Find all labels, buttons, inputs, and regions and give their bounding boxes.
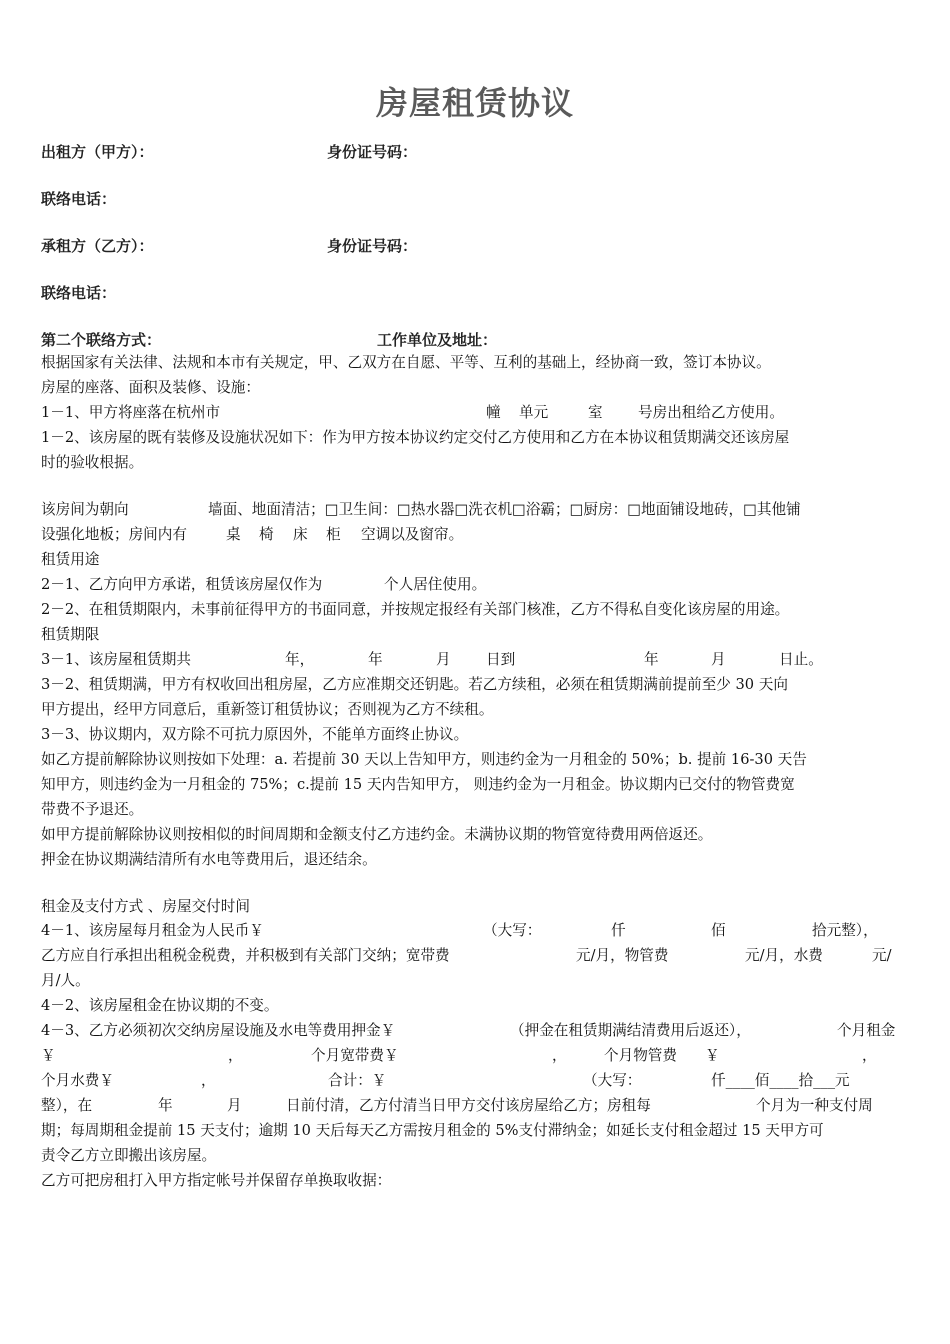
room-desc-desk: 桌: [226, 526, 241, 543]
clause-4-3-capital: （大写：: [583, 1072, 642, 1089]
clause-1-2-cont: 时的验收根据。: [41, 454, 144, 471]
clause-4-1: 4－1、该房屋每月租金为人民币￥: [41, 922, 264, 939]
clause-3-2-cont: 甲方提出，经甲方同意后，重新签订租赁协议；否则视为乙方不续租。: [41, 701, 494, 718]
clause-4-1-hundred: 佰: [711, 922, 726, 939]
clause-3-1-end-month: 月: [711, 651, 726, 668]
clause-4-3-eviction: 责令乙方立即搬出该房屋。: [41, 1147, 217, 1164]
clause-4-3-total: 合计：￥: [328, 1072, 387, 1089]
room-desc-1-cont: 墙面、地面清洁；□卫生间：□热水器□洗衣机□浴霸；□厨房：□地面铺设地砖，□其他铺: [208, 501, 801, 518]
document-title: 房屋租赁协议: [375, 84, 574, 122]
clause-4-1-thousand: 仟: [611, 922, 626, 939]
clause-4-3-broadband: 个月宽带费￥: [311, 1047, 399, 1064]
clause-4-3-late-fee: 期；每周期租金提前 15 天支付；逾期 10 天后每天乙方需按月租金的 5%支付滞纳金；如延长支付租金超过 15 天甲方可: [41, 1122, 824, 1139]
clause-4-3-note: （押金在租赁期满结清费用后返还），: [510, 1022, 751, 1039]
room-desc-bed: 床: [293, 526, 308, 543]
clause-1-2: 1－2、该房屋的既有装修及设施状况如下：作为甲方按本协议约定交付乙方使用和乙方在本协议租赁期满交还该房屋: [41, 429, 790, 446]
section-heading-rent: 租金及支付方式 、房屋交付时间: [41, 898, 250, 915]
intro-text: 根据国家有关法律、法规和本市有关规定，甲、乙双方在自愿、平等、互利的基础上，经协商一致，签订本协议。: [41, 354, 771, 371]
clause-1-1-room: 室: [588, 404, 603, 421]
clause-4-3-due-year: 年: [158, 1097, 173, 1114]
clause-4-3-water: 个月水费￥: [41, 1072, 114, 1089]
lessee-label: 承租方（乙方）：: [41, 237, 154, 255]
lessor-phone-label: 联络电话：: [41, 190, 117, 208]
room-desc-2: 设强化地板；房间内有: [41, 526, 187, 543]
clause-2-2: 2－2、在租赁期限内，未事前征得甲方的书面同意，并按规定报经有关部门核准，乙方不得私自变化该房屋的用途。: [41, 601, 790, 618]
clause-1-1-building: 幢: [486, 404, 501, 421]
clause-3-1-years: 年，: [285, 651, 315, 668]
section-heading-term: 租赁期限: [41, 626, 100, 643]
early-termination-1: 如乙方提前解除协议则按如下处理：a. 若提前 30 天以上告知甲方，则违约金为一月租金的 50%；b. 提前 16-30 天告: [41, 751, 807, 768]
clause-4-3-cycle: 个月为一种支付周: [756, 1097, 873, 1114]
room-desc-tail: 空调以及窗帘。: [361, 526, 464, 543]
clause-4-4: 乙方可把房租打入甲方指定帐号并保留存单换取收据：: [41, 1172, 392, 1189]
clause-3-1-start-day: 日到: [486, 651, 516, 668]
clause-4-3-comma-2: ，: [552, 1047, 567, 1064]
clause-4-3-due: 整），在: [41, 1097, 93, 1114]
clause-4-1-capital: （大写：: [483, 922, 542, 939]
clause-4-2: 4－2、该房屋租金在协议期的不变。: [41, 997, 279, 1014]
section-heading-use: 租赁用途: [41, 551, 100, 568]
clause-4-3-rent-months: 个月租金: [837, 1022, 896, 1039]
clause-4-1-unit: 元/: [872, 947, 892, 964]
second-contact-label: 第二个联络方式：: [41, 331, 162, 349]
lessee-phone-label: 联络电话：: [41, 284, 117, 302]
clause-4-1-fees: 乙方应自行承担出租税金税费，并积极到有关部门交纳；宽带费: [41, 947, 450, 964]
work-unit-label: 工作单位及地址：: [377, 331, 498, 349]
clause-1-1-tail: 号房出租给乙方使用。: [638, 404, 784, 421]
early-termination-3: 带费不予退还。: [41, 801, 144, 818]
lessor-id-label: 身份证号码：: [327, 143, 418, 161]
clause-3-1-end-year: 年: [644, 651, 659, 668]
clause-4-3-yen-1: ￥: [41, 1047, 56, 1064]
room-desc-1: 该房间为朝向: [41, 501, 129, 518]
room-desc-chair: 椅: [259, 526, 274, 543]
lessor-termination: 如甲方提前解除协议则按相似的时间周期和金额支付乙方违约金。未满协议期的物管宽待费用两倍返还。: [41, 826, 713, 843]
clause-3-3: 3－3、协议期内，双方除不可抗力原因外，不能单方面终止协议。: [41, 726, 469, 743]
clause-4-1-per-person: 月/人。: [41, 972, 90, 989]
clause-4-3-yen-2: ￥: [705, 1047, 720, 1064]
clause-2-1-tail: 个人居住使用。: [384, 576, 487, 593]
early-termination-2: 知甲方，则违约金为一月租金的 75%；c.提前 15 天内告知甲方， 则违约金为一月租金。协议期内已交付的物管费宽: [41, 776, 795, 793]
deposit-refund: 押金在协议期满结清所有水电等费用后，退还结余。: [41, 851, 377, 868]
clause-4-3-comma-1: ，: [228, 1047, 243, 1064]
clause-3-1-start-month: 月: [436, 651, 451, 668]
clause-4-3-mgmt: 个月物管费: [604, 1047, 677, 1064]
clause-4-3-due-month: 月: [227, 1097, 242, 1114]
lessee-id-label: 身份证号码：: [327, 237, 418, 255]
room-desc-cabinet: 柜: [326, 526, 341, 543]
clause-4-1-mgmt-fee: 元/月，物管费: [576, 947, 669, 964]
clause-4-3-due-day: 日前付清，乙方付清当日甲方交付该房屋给乙方；房租每: [286, 1097, 651, 1114]
clause-4-1-water-fee: 元/月，水费: [745, 947, 823, 964]
clause-4-3-capital-blanks: 仟____佰____拾___元: [711, 1072, 850, 1089]
clause-3-1: 3－1、该房屋租赁期共: [41, 651, 191, 668]
clause-1-1: 1－1、甲方将座落在杭州市: [41, 404, 221, 421]
clause-3-2: 3－2、租赁期满，甲方有权收回出租房屋，乙方应准期交还钥匙。若乙方续租，必须在租赁期满前提前至少 30 天向: [41, 676, 788, 693]
clause-4-3-comma-4: ，: [201, 1072, 216, 1089]
clause-3-1-end-day: 日止。: [779, 651, 823, 668]
clause-2-1: 2－1、乙方向甲方承诺，租赁该房屋仅作为: [41, 576, 323, 593]
clause-3-1-start-year: 年: [368, 651, 383, 668]
section-heading-house: 房屋的座落、面积及装修、设施：: [41, 379, 260, 396]
clause-4-3: 4－3、乙方必须初次交纳房屋设施及水电等费用押金￥: [41, 1022, 396, 1039]
clause-4-1-ten: 拾元整），: [812, 922, 878, 939]
clause-1-1-unit: 单元: [519, 404, 549, 421]
clause-4-3-comma-3: ，: [862, 1047, 877, 1064]
lessor-label: 出租方（甲方）：: [41, 143, 154, 161]
